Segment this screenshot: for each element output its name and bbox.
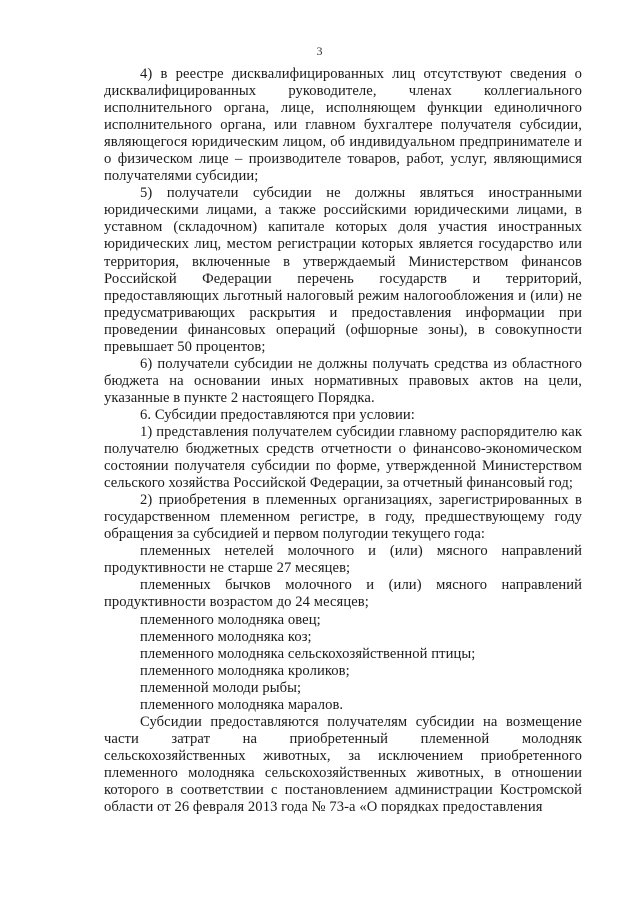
list-item: племенного молодняка овец; bbox=[140, 611, 321, 628]
list-item: племенного молодняка маралов. bbox=[140, 696, 344, 713]
document-body bbox=[104, 66, 582, 816]
paragraph-item-4: 4) в реестре дисквалифицированных лиц отсутствуют сведения о дисквалифицированных руководителе, членах коллегиального исполнительного органа, лице, исполняющем функции единоличного исполнительного органа, или главном бухгалтере получателя субсидии, являющегося юридическим лицом, об индивидуальном предпринимателе и о физическом лице – производителе товаров, работ, услуг, являющимися получателями субсидии; bbox=[104, 66, 582, 185]
page-number: 3 bbox=[316, 44, 323, 58]
closing-paragraph: Субсидии предоставляются получателям субсидии на возмещение части затрат на приобретенный племенной молодняк сельскохозяйственных животных, за исключением приобретенного племенного молодняка сельскохозяйственных животных, в отношении которого в соответствии с постановлением администрации Костромской области от 26 февраля 2013 года № 73-а «О порядках предоставления bbox=[104, 713, 582, 816]
list-item: племенного молодняка коз; bbox=[140, 628, 312, 645]
list-item: племенного молодняка кроликов; bbox=[140, 662, 350, 679]
list-item: племенного молодняка сельскохозяйственной птицы; bbox=[140, 645, 476, 662]
paragraph-item-5: 5) получатели субсидии не должны являться иностранными юридическими лицами, а также российскими юридическими лицами, в уставном (складочном) капитале которых доля участия иностранных юридических лиц, местом регистрации которых является государство или территория, включенные в утверждаемый Министерством финансов Российской Федерации перечень государств и территорий, предоставляющих льготный налоговый режим налогообложения и (или) не предусматривающих раскрытия и предоставления информации при проведении финансовых операций (офшорные зоны), в совокупности превышает 50 процентов; bbox=[104, 185, 582, 355]
section-6-heading: 6. Субсидии предоставляются при условии: bbox=[140, 406, 415, 423]
condition-1: 1) представления получателем субсидии главному распорядителю как получателю бюджетных средств отчетности о финансово-экономическом состоянии получателя субсидии по форме, утвержденной Министерством сельского хозяйства Российской Федерации, за отчетный финансовый год; bbox=[104, 423, 582, 492]
list-item: племенной молоди рыбы; bbox=[140, 679, 302, 696]
paragraph-item-6: 6) получатели субсидии не должны получать средства из областного бюджета на основании иных нормативных правовых актов на цели, указанные в пункте 2 настоящего Порядка. bbox=[104, 355, 582, 406]
condition-2: 2) приобретения в племенных организациях, зарегистрированных в государственном племенном регистре, в году, предшествующему году обращения за субсидией и первом полугодии текущего года: bbox=[104, 492, 582, 543]
list-item: племенных нетелей молочного и (или) мясного направлений продуктивности не старше 27 месяцев; bbox=[104, 543, 582, 577]
list-item: племенных бычков молочного и (или) мясного направлений продуктивности возрастом до 24 месяцев; bbox=[104, 577, 582, 611]
